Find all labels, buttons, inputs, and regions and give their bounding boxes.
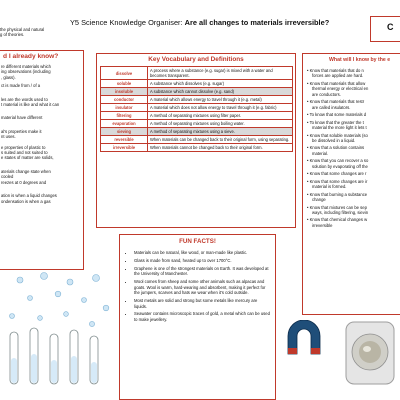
goal-item: • Know that materials that allow [307,80,366,86]
top-right-box [370,16,400,42]
goal-item: • Know that some changes are ir [307,178,368,184]
vocab-term: insoluble [101,88,148,96]
goal-item: • Know that a solution contains [307,145,365,151]
goal-item: forces are applied are hard. [312,73,364,79]
goal-item: material the more light it lets t [312,125,367,131]
vocabulary-header: Key Vocabulary and Definitions [148,56,244,63]
goal-item: material. [312,150,329,156]
goal-item: irreversible [312,222,333,228]
prior-item: ct is made from / of a [1,83,41,89]
vocab-row [101,144,293,152]
vocab-row [101,88,293,96]
intro-line-2: g of theories. [0,32,25,38]
vocabulary-box [96,53,296,228]
vocab-definition: A material which allows energy to travel through it (e.g. metal) [148,96,293,104]
goal-item: • Know that materials that do n [307,68,364,73]
fun-fact-item: • Seawater contains microscopic traces of gold, a metal which can be used to make jewellery. [134,311,271,322]
jar-icon [340,318,400,388]
top-right-letter: C [387,22,394,32]
vocab-term: conductor [101,96,148,104]
prior-item: les are the words used to [1,96,48,102]
vocab-definition: A method of separating mixtures using boiling water. [148,120,293,128]
magnet-icon [282,320,330,360]
vocab-term: evaporation [101,120,148,128]
fun-facts-header: FUN FACTS! [179,238,216,245]
goal-item: • To know that some materials d [307,112,367,118]
page-title [70,18,370,27]
vocab-row [101,104,293,112]
prior-item: , glass). [1,74,16,80]
learning-goals-list [303,63,400,228]
intro-text [0,27,70,38]
goal-item: ways, including filtering, sievin [312,209,369,215]
vocab-definition: A substance which cannot dissolve (e.g. sand) [148,88,293,96]
vocab-definition: When materials can be changed back to their original form, using separating. [148,136,293,144]
vocab-term: dissolve [101,67,148,80]
goal-item: solution by evaporating off the [312,163,368,169]
goal-item: • Know that you can recover a so [307,158,369,164]
goal-item: material is formed. [312,184,347,190]
vocab-term: insulator [101,104,148,112]
vocab-term: filtering [101,112,148,120]
learning-goals-header: What will I know by the e [329,57,391,63]
goal-item: are called insulators. [312,104,351,110]
goal-item: • Know that mixtures can be sep [307,204,367,210]
vocab-definition: A method of separating mixtures using a sieve. [148,128,293,136]
goal-item: • To know that the greater the t [307,119,364,125]
prior-item: cooled [1,174,14,180]
vocab-row [101,128,293,136]
vocabulary-table [100,66,293,152]
prior-knowledge-box [0,50,84,270]
prior-item: aterials change state when [1,168,51,174]
vocab-definition: When materials cannot be changed back to their original form. [148,144,293,152]
goal-item: change [312,197,326,203]
vocab-row [101,96,293,104]
prior-item: ing observations (including [1,69,51,75]
vocab-row [101,112,293,120]
vocab-row [101,67,293,80]
vocab-term: reversible [101,136,148,144]
intro-line-1: the physical and natural [0,27,45,32]
vocab-term: irreversible [101,144,148,152]
bubbles [10,273,109,327]
vocab-row [101,120,293,128]
page-title-prefix: Y5 Science Knowledge Organiser: [70,18,185,27]
goal-item: • Know that materials that restr [307,99,365,105]
vocab-term: soluble [101,80,148,88]
fun-facts-box [119,234,276,400]
vocab-row [101,80,293,88]
goal-item: • Know that some changes are r [307,171,367,177]
prior-item: re different materials which [1,64,51,69]
tube-liquid [11,354,97,383]
prior-item: e states of matter are solids, [1,155,54,161]
goal-item: are conductors. [312,91,341,97]
prior-item: al's properties make it [1,128,42,134]
fun-fact-item: • Graphene is one of the strongest materials on Earth. It was developed at the University of Manchester. [134,266,271,277]
prior-item: reezes at 0 degrees and [1,179,47,185]
learning-goals-box [302,53,400,315]
vocab-definition: A material which does not allow energy to travel through it (e.g. fabric) [148,104,293,112]
goal-item: be dissolved in a liquid. [312,137,356,143]
fun-fact-item: • Glass is made from sand, heated up to over 1700°C. [134,258,271,264]
goal-item: • Know that burning a substance [307,191,368,197]
vocab-definition: A method of separating mixtures using filter paper. [148,112,293,120]
prior-item: ondensation is when a gas [1,198,51,204]
fun-facts-list [128,250,271,322]
vocab-definition: A process where a substance (e.g. sugar) is mixed with a water and becomes transparent. [148,67,293,80]
prior-item: nt uses. [1,134,16,140]
beaker-illustration [0,268,118,400]
prior-knowledge-header: d I already know? [3,53,59,60]
goal-item: thermal energy or electrical en [312,86,369,92]
fun-fact-item: • Materials can be natural, like wood, or man-made like plastic. [134,250,271,256]
prior-knowledge-list [0,60,83,204]
prior-item: s suited and not suited to [1,150,48,156]
goal-item: • Know that soluble materials (so [307,132,368,138]
goal-item: • Know that chemical changes w [307,217,368,223]
fun-fact-item: • Wool comes from sheep and some other animals such as alpacas and goats. Wool is warm, hard-wearing and absorbent, making it perfect for the jumpers, scarves and hats we wear when it's cold outside. [134,279,271,296]
vocab-row [101,136,293,144]
prior-item: e properties of plastic to [1,144,46,150]
prior-item: material have different [1,115,43,121]
page-title-bold: Are all changes to materials irreversible? [184,18,330,27]
prior-item: ation is when a liquid changes [1,193,57,199]
prior-item: t material is like and what it can [1,102,60,108]
fun-fact-item: • Most metals are solid and strong but some metals like mercury are liquids. [134,298,271,309]
vocab-definition: A substance which dissolves (e.g. sugar) [148,80,293,88]
vocab-term: sieving [101,128,148,136]
